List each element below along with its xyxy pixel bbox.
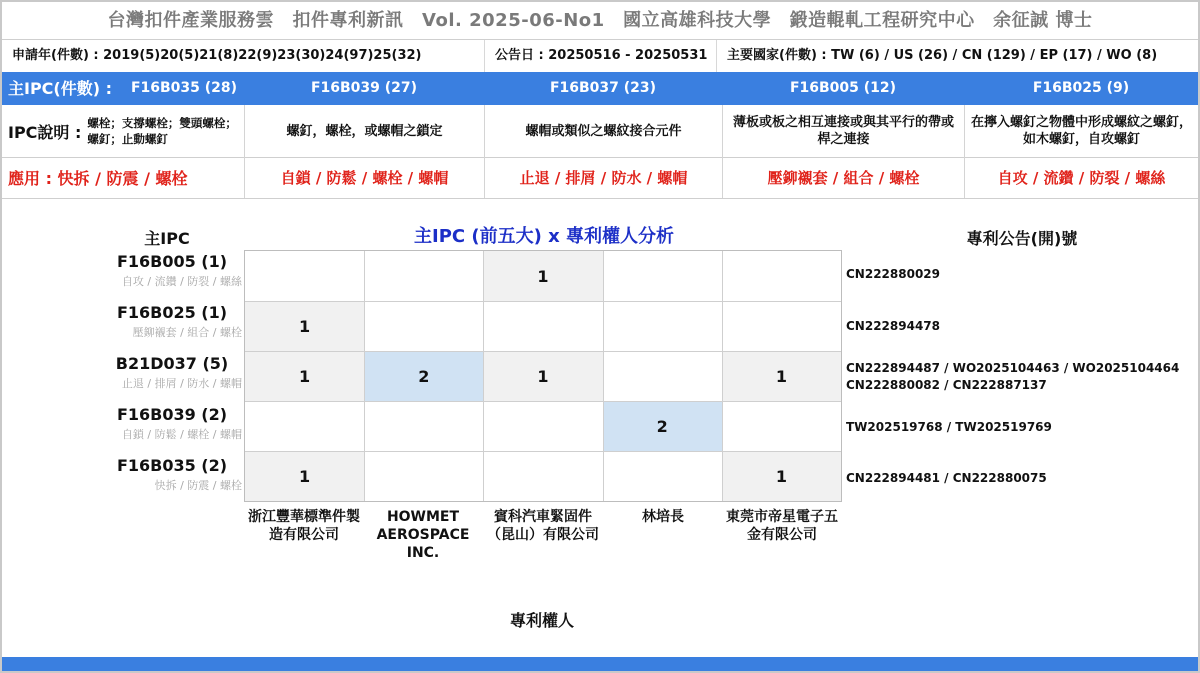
row-application: 快拆 / 防震 / 螺栓 <box>154 479 242 492</box>
matrix-cell <box>603 251 722 301</box>
matrix-gridline <box>722 251 723 501</box>
matrix-row-label <box>62 405 242 442</box>
row-ipc-code: F16B039 (2) <box>116 405 228 424</box>
publication-number: CN222880082 / CN222887137 <box>846 378 1047 392</box>
ipc-description-text-2: 螺釘，螺栓，或螺帽之鎖定 <box>244 105 484 157</box>
publication-number: CN222894487 / WO2025104463 / WO2025104464 <box>846 361 1180 375</box>
row-application: 壓鉚襯套 / 組合 / 螺栓 <box>132 326 242 339</box>
patentee-column-label: 東莞市帝星電子五金有限公司 <box>726 509 838 543</box>
matrix-gridline <box>603 251 604 501</box>
matrix-row-label <box>62 303 242 340</box>
publication-number: CN222894478 <box>846 319 940 333</box>
ipc-description-text-1: 螺栓；支撐螺栓；雙頭螺栓；螺釘；止動螺釘 <box>87 116 237 146</box>
main-ipc-bar <box>2 72 1198 105</box>
matrix-cell: 1 <box>483 351 602 401</box>
matrix-cell: 1 <box>245 451 364 501</box>
matrix-row-label <box>62 354 242 391</box>
row-ipc-code: F16B025 (1) <box>116 303 228 322</box>
matrix-cell: 1 <box>722 351 841 401</box>
application-text-3: 止退 / 排屑 / 防水 / 螺帽 <box>484 157 722 198</box>
row-ipc-code: F16B035 (2) <box>116 456 228 475</box>
publication-column-title: 專利公告(開)號 <box>966 229 1078 248</box>
ipc-code-4: F16B005 (12) <box>789 80 897 96</box>
application-text-4: 壓鉚襯套 / 組合 / 螺栓 <box>722 157 964 198</box>
matrix-cell <box>364 401 483 451</box>
application-text-2: 自鎖 / 防鬆 / 螺栓 / 螺帽 <box>244 157 484 198</box>
publication-number: CN222894481 / CN222880075 <box>846 471 1047 485</box>
publication-number: TW202519768 / TW202519769 <box>846 420 1052 434</box>
ipc-description-label: IPC說明 : <box>8 122 82 142</box>
ipc-axis-title: 主IPC <box>144 229 190 248</box>
matrix-cell <box>722 301 841 351</box>
matrix-gridline <box>245 351 841 352</box>
matrix-cell <box>245 251 364 301</box>
ipc-description-first <box>2 105 244 157</box>
matrix-cell <box>364 451 483 501</box>
application-text-5: 自攻 / 流鑽 / 防裂 / 螺絲 <box>964 157 1198 198</box>
ipc-description-text-4: 薄板或板之相互連接或與其平行的帶或桿之連接 <box>722 105 964 157</box>
application-years: 申請年(件數) : 2019(5)20(5)21(8)22(9)23(30)24(97)25(32) <box>12 48 422 63</box>
patentee-column-label: 賓科汽車緊固件（昆山）有限公司 <box>487 509 599 543</box>
matrix-gridline <box>364 251 365 501</box>
ipc-description-row <box>2 105 1198 158</box>
matrix-cell <box>364 251 483 301</box>
matrix-cell <box>722 401 841 451</box>
ipc-code-2: F16B039 (27) <box>310 80 418 96</box>
matrix-cell <box>603 451 722 501</box>
matrix-cell <box>603 351 722 401</box>
row-ipc-code: F16B005 (1) <box>116 252 228 271</box>
matrix-cell: 2 <box>603 401 722 451</box>
matrix-cell: 1 <box>245 351 364 401</box>
matrix-cell <box>483 451 602 501</box>
matrix-cell <box>483 401 602 451</box>
summary-info-bar <box>2 39 1198 72</box>
matrix-gridline <box>245 401 841 402</box>
matrix-row-label <box>62 456 242 493</box>
analysis-title: 主IPC (前五大) x 專利權人分析 <box>414 226 674 247</box>
matrix-cell: 1 <box>483 251 602 301</box>
matrix-cell <box>483 301 602 351</box>
matrix-cell <box>603 301 722 351</box>
matrix-cell: 1 <box>245 301 364 351</box>
footer-bar <box>2 657 1198 671</box>
matrix-cell: 1 <box>722 451 841 501</box>
ipc-patentee-matrix <box>244 250 842 502</box>
application-text-1: 應用 : 快拆 / 防震 / 螺栓 <box>8 169 188 188</box>
ipc-code-5: F16B025 (9) <box>1032 80 1130 96</box>
matrix-row-label <box>62 252 242 289</box>
row-ipc-code: B21D037 (5) <box>115 354 229 373</box>
publication-date-range: 公告日 : 20250516 - 20250531 <box>484 40 716 72</box>
matrix-cell <box>722 251 841 301</box>
main-ipc-label: 主IPC(件數) : <box>8 79 113 98</box>
application-row <box>2 157 1198 199</box>
matrix-gridline <box>245 451 841 452</box>
matrix-cell: 2 <box>364 351 483 401</box>
matrix-gridline <box>483 251 484 501</box>
main-countries: 主要國家(件數) : TW (6) / US (26) / CN (129) / EP (17) / WO (8) <box>716 40 1198 72</box>
patentee-column-label: HOWMET AEROSPACE INC. <box>376 509 470 561</box>
ipc-code-3: F16B037 (23) <box>549 80 657 96</box>
ipc-code-1: F16B035 (28) <box>130 80 238 96</box>
row-application: 自攻 / 流鑽 / 防裂 / 螺絲 <box>121 275 242 288</box>
page-header-title: 台灣扣件產業服務雲 扣件專利新訊 Vol. 2025-06-No1 國立高雄科技大學 鍛造輥軋工程研究中心 余征誠 博士 <box>107 10 1093 31</box>
row-application: 止退 / 排屑 / 防水 / 螺帽 <box>121 377 242 390</box>
patentee-column-label: 林培長 <box>642 509 684 525</box>
publication-number: CN222880029 <box>846 267 940 281</box>
patentee-axis-title: 專利權人 <box>509 611 574 630</box>
matrix-cell <box>245 401 364 451</box>
matrix-gridline <box>245 301 841 302</box>
ipc-description-text-3: 螺帽或類似之螺紋接合元件 <box>484 105 722 157</box>
patentee-column-label: 浙江豐華標準件製造有限公司 <box>248 509 360 543</box>
row-application: 自鎖 / 防鬆 / 螺栓 / 螺帽 <box>121 428 242 441</box>
ipc-description-text-5: 在擰入螺釘之物體中形成螺紋之螺釘，如木螺釘，自攻螺釘 <box>964 105 1198 157</box>
matrix-cell <box>364 301 483 351</box>
